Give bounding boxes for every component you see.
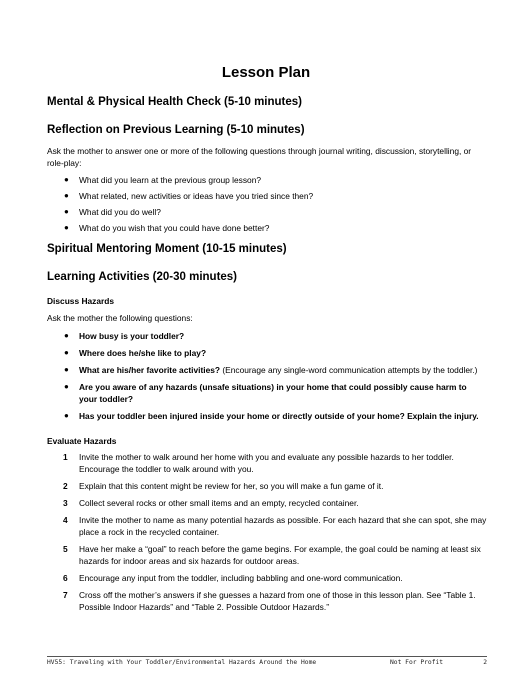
footer-divider [47,656,487,657]
footer-not-for-profit: Not For Profit [390,659,444,666]
list-item: 7 Cross off the mother’s answers if she guesses a hazard from one of those in this lesson plan. See “Table 1. Possible Indoor Hazards” and “Table 2. Possible Outdoor Hazards.” [63,590,476,612]
list-item: ● What did you learn at the previous group lesson? [64,175,262,185]
list-item: 6 Encourage any input from the toddler, including babbling and one-word communication. [63,573,403,583]
discuss-hazards-intro: Ask the mother the following questions: [47,313,193,323]
subheading-evaluate-hazards: Evaluate Hazards [47,436,117,446]
evaluate-steps-list [47,451,487,618]
step-number: 3 [63,498,68,508]
heading-spiritual: Spiritual Mentoring Moment (10-15 minutes) [47,243,287,255]
list-item: 3 Collect several rocks or other small items and an empty, recycled container. [63,498,359,508]
footer-document-title: HV55: Traveling with Your Toddler/Environmental Hazards Around the Home [47,659,317,666]
footer-page-number: 2 [483,659,487,666]
reflection-intro: Ask the mother to answer one or more of the following questions through journal writing, discussion, storytelling, or role-play: [47,146,472,168]
step-number: 2 [63,481,68,491]
list-item: ● What do you wish that you could have done better? [64,223,270,233]
reflection-question-list [47,174,487,238]
bullet-icon: ● [64,223,69,232]
bullet-icon: ● [64,365,69,374]
list-item: ● What related, new activities or ideas have you tried since then? [64,191,314,201]
bullet-icon: ● [64,348,69,357]
bullet-icon: ● [64,382,69,391]
heading-reflection: Reflection on Previous Learning (5-10 minutes) [47,124,305,136]
list-item: 4 Invite the mother to name as many potential hazards as possible. For each hazard that she can spot, she may place a rock in the recycled container. [63,515,487,537]
heading-health-check: Mental & Physical Health Check (5-10 minutes) [47,96,302,108]
list-item: 5 Have her make a “goal” to reach before the game begins. For example, the goal could be naming at least six hazards for indoor areas and six hazards for outdoor areas. [63,544,481,566]
step-number: 5 [63,544,68,554]
list-item: ● Are you aware of any hazards (unsafe situations) in your home that could possibly cause harm to your toddler? [64,382,467,404]
heading-activities: Learning Activities (20-30 minutes) [47,271,238,283]
step-number: 6 [63,573,68,583]
step-number: 1 [63,452,68,462]
page-title: Lesson Plan [221,64,311,81]
list-item: 1 Invite the mother to walk around her home with you and evaluate any possible hazards to her toddler. Encourage the toddler to walk around with you. [63,452,454,474]
list-item: ● What did you do well? [64,207,161,217]
bullet-icon: ● [64,207,69,216]
bullet-icon: ● [64,411,69,420]
step-number: 4 [63,515,68,525]
bullet-icon: ● [64,331,69,340]
bullet-icon: ● [64,175,69,184]
subheading-discuss-hazards: Discuss Hazards [47,296,115,306]
step-number: 7 [63,590,68,600]
list-item: 2 Explain that this content might be review for her, so you will make a fun game of it. [63,481,384,491]
hazard-question-list [47,330,487,427]
list-item: ● Where does he/she like to play? [64,348,207,358]
bullet-icon: ● [64,191,69,200]
page-footer [47,659,487,666]
list-item: ● How busy is your toddler? [64,331,185,341]
list-item: ● What are his/her favorite activities? (Encourage any single-word communication attempts by the toddler.) [64,365,478,375]
list-item: ● Has your toddler been injured inside your home or directly outside of your home? Explain the injury. [64,411,479,421]
